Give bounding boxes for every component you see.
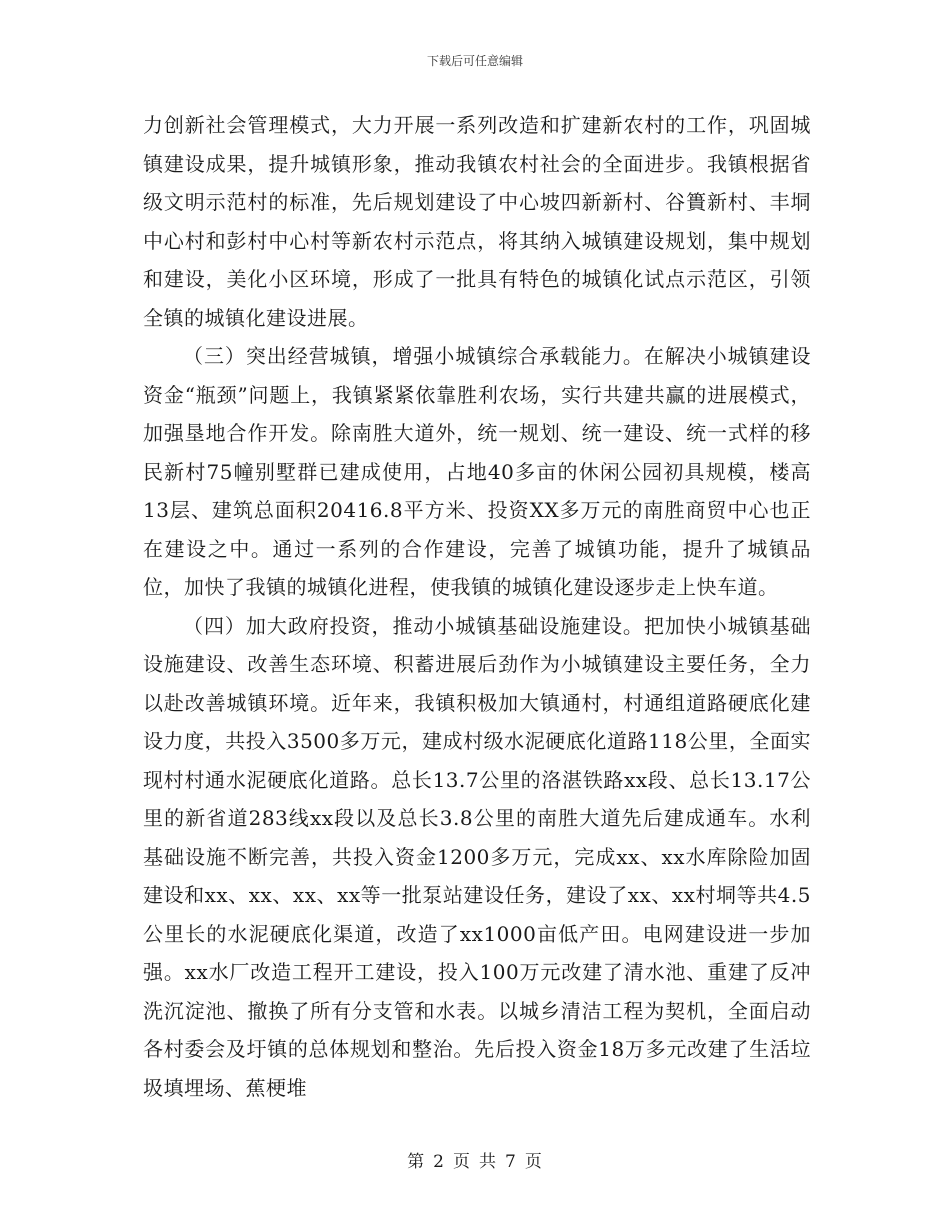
- footer-prefix: 第: [407, 1152, 426, 1172]
- paragraph-section-4: （四）加大政府投资，推动小城镇基础设施建设。把加快小城镇基础设施建设、改善生态环境、积蓄进展后劲作为小城镇建设主要任务，全力以赴改善城镇环境。近年来，我镇积极加大镇通村，村通组道路硬底化建设力度，共投入3500多万元，建成村级水泥硬底化道路118公里，全面实现村村通水泥硬底化道路。总长13.7公里的洛湛铁路xx段、总长13.17公里的新省道283线xx段以及总长3.8公里的南胜大道先后建成通车。水利基础设施不断完善，共投入资金1200多万元，完成xx、xx水库除险加固建设和xx、xx、xx、xx等一批泵站建设任务，建设了xx、xx村垌等共4.5公里长的水泥硬底化渠道，改造了xx1000亩低产田。电网建设进一步加强。xx水厂改造工程开工建设，投入100万元改建了清水池、重建了反冲洗沉淀池、撤换了所有分支管和水表。以城乡清洁工程为契机，全面启动各村委会及圩镇的总体规划和整治。先后投入资金18万多元改建了生活垃圾填埋场、蕉梗堆: [143, 613, 811, 1100]
- page-footer: [0, 1147, 950, 1172]
- footer-page-word: 页: [453, 1152, 471, 1172]
- footer-suffix: 页: [524, 1152, 543, 1172]
- body-text: [143, 106, 811, 1107]
- footer-total-pages: 7: [505, 1152, 517, 1172]
- footer-current-page: 2: [433, 1152, 445, 1172]
- footer-total-prefix: 共: [479, 1152, 497, 1172]
- paragraph-continuation: 力创新社会管理模式，大力开展一系列改造和扩建新农村的工作，巩固城镇建设成果，提升城镇形象，推动我镇农村社会的全面进步。我镇根据省级文明示范村的标准，先后规划建设了中心坡四新新村、谷簣新村、丰垌中心村和彭村中心村等新农村示范点，将其纳入城镇建设规划，集中规划和建设，美化小区环境，形成了一批具有特色的城镇化试点示范区，引领全镇的城镇化建设进展。: [143, 113, 811, 330]
- page-header-note: 下载后可任意编辑: [426, 54, 523, 68]
- paragraph-section-3: （三）突出经营城镇，增强小城镇综合承载能力。在解决小城镇建设资金“瓶颈”问题上，我镇紧紧依靠胜利农场，实行共建共赢的进展模式，加强垦地合作开发。除南胜大道外，统一规划、统一建设、统一式样的移民新村75幢别墅群已建成使用，占地40多亩的休闲公园初具规模，楼高13层、建筑总面积20416.8平方米、投资XX多万元的南胜商贸中心也正在建设之中。通过一系列的合作建设，完善了城镇功能，提升了城镇品位，加快了我镇的城镇化进程，使我镇的城镇化建设逐步走上快车道。: [143, 344, 811, 599]
